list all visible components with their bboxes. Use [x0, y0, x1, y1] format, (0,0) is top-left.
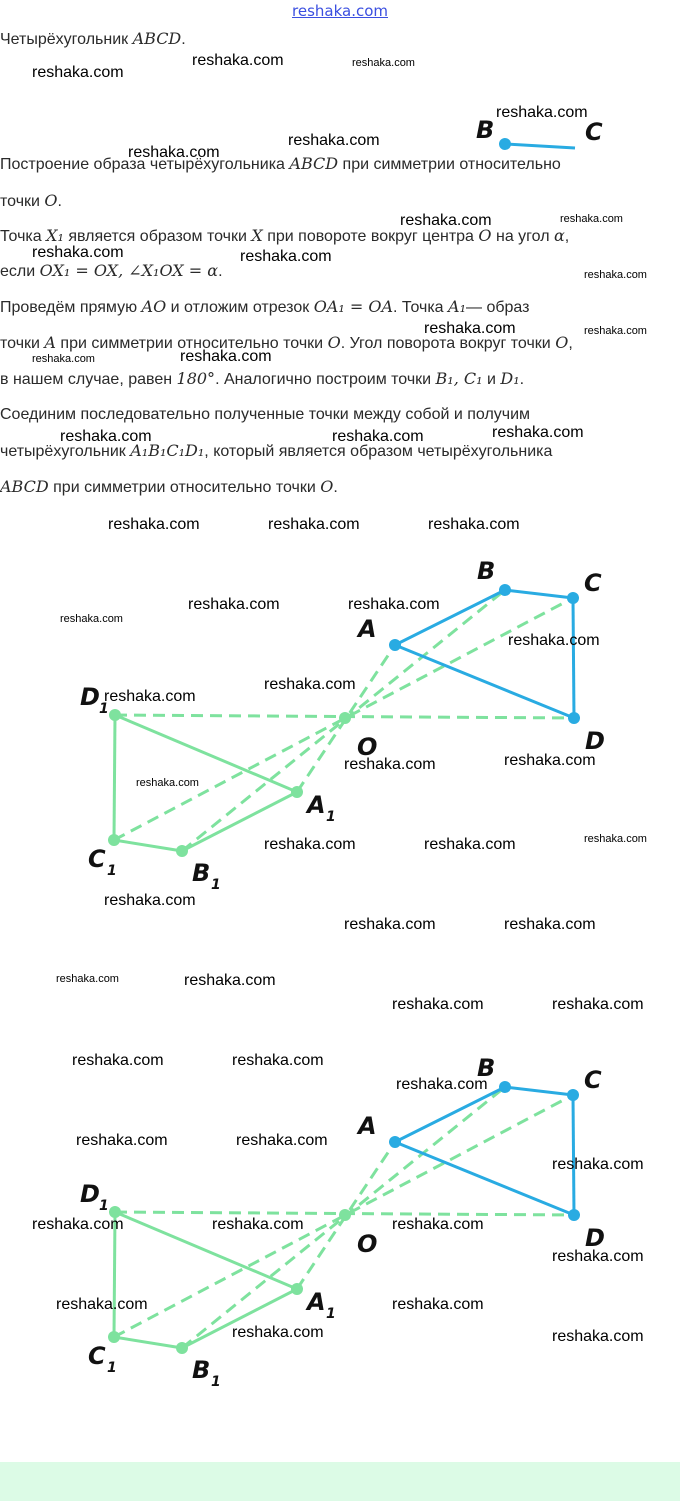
side-da: [395, 645, 574, 718]
paragraph-steps-3: в нашем случае, равен 180°. Аналогично построим точки B₁, C₁ и D₁.: [0, 369, 525, 388]
watermark: reshaka.com: [552, 1156, 644, 1173]
watermark: reshaka.com: [504, 916, 596, 933]
watermark: reshaka.com: [212, 1216, 304, 1233]
watermark: reshaka.com: [240, 248, 332, 265]
watermark: reshaka.com: [60, 613, 123, 625]
watermark: reshaka.com: [236, 1132, 328, 1149]
text: Проведём прямую: [0, 299, 142, 316]
watermark: reshaka.com: [180, 348, 272, 365]
math-alpha: α: [553, 226, 565, 245]
watermark: reshaka.com: [32, 64, 124, 81]
side-b1c1: [114, 1337, 182, 1348]
label-c1: C: [88, 845, 106, 873]
watermark: reshaka.com: [392, 996, 484, 1013]
label-a1-subscript: 1: [326, 809, 336, 825]
math-o: O: [555, 333, 569, 352]
text: в нашем случае, равен: [0, 371, 177, 388]
watermark: reshaka.com: [400, 212, 492, 229]
math-o: O: [478, 226, 492, 245]
watermark: reshaka.com: [424, 836, 516, 853]
watermark: reshaka.com: [424, 320, 516, 337]
text: — образ: [466, 299, 530, 316]
paragraph-construction-2: точки O.: [0, 191, 62, 210]
watermark: reshaka.com: [128, 144, 220, 161]
watermark: reshaka.com: [552, 996, 644, 1013]
side-cd: [573, 598, 574, 718]
watermark: reshaka.com: [192, 52, 284, 69]
paragraph-construction: [0, 155, 678, 174]
text: , который является образом четырёхугольника: [204, 443, 553, 460]
label-d1-subscript: 1: [99, 701, 109, 717]
point-c1: [108, 1331, 120, 1343]
label-d: D: [585, 727, 605, 755]
label-c1-subscript: 1: [107, 1360, 117, 1376]
paragraph-steps-2: точки A при симметрии относительно точки O. Угол поворота вокруг точки O,: [0, 333, 573, 352]
point-a: [389, 1136, 401, 1148]
label-b1-subscript: 1: [211, 1374, 221, 1390]
text: точки: [0, 193, 45, 210]
point-b: [499, 584, 511, 596]
watermark: reshaka.com: [264, 836, 356, 853]
math-d1: D₁: [500, 369, 520, 388]
side-c1d1: [114, 715, 115, 840]
label-c: C: [585, 118, 603, 146]
watermark: reshaka.com: [60, 428, 152, 445]
text: Соединим последовательно полученные точки между собой и получим: [0, 406, 531, 423]
side-b1c1: [114, 840, 182, 851]
math-ao: AO: [141, 297, 167, 316]
watermark: reshaka.com: [56, 1296, 148, 1313]
site-link[interactable]: reshaka.com: [292, 2, 388, 20]
math-abcd: ABCD: [289, 154, 339, 173]
label-c: C: [584, 569, 602, 597]
watermark: reshaka.com: [344, 756, 436, 773]
paragraph-intro: Четырёхугольник ABCD.: [0, 29, 186, 48]
point-b1: [176, 1342, 188, 1354]
label-b: B: [477, 1054, 496, 1082]
label-a1-subscript: 1: [326, 1306, 336, 1322]
watermark: reshaka.com: [392, 1296, 484, 1313]
watermark: reshaka.com: [232, 1052, 324, 1069]
watermark: reshaka.com: [552, 1248, 644, 1265]
math-o: O: [44, 191, 58, 210]
label-c1-subscript: 1: [107, 863, 117, 879]
side-ab: [395, 1087, 505, 1142]
watermark: reshaka.com: [348, 596, 440, 613]
watermark: reshaka.com: [584, 269, 647, 281]
math-rotation-eq: OX₁ = OX, ∠X₁OX = α: [39, 261, 219, 280]
watermark: reshaka.com: [188, 596, 280, 613]
label-o: O: [357, 1230, 378, 1258]
watermark: reshaka.com: [552, 1328, 644, 1345]
paragraph-steps: [0, 298, 678, 317]
watermark: reshaka.com: [268, 516, 360, 533]
watermark: reshaka.com: [352, 57, 415, 69]
label-d1-subscript: 1: [99, 1198, 109, 1214]
side-bc: [505, 590, 573, 598]
watermark: reshaka.com: [56, 973, 119, 985]
point-b: [499, 138, 511, 150]
point-c: [567, 1089, 579, 1101]
label-a: A: [358, 615, 377, 643]
point-b: [499, 1081, 511, 1093]
side-cd: [573, 1095, 574, 1215]
watermark: reshaka.com: [104, 688, 196, 705]
watermark: reshaka.com: [584, 833, 647, 845]
watermark: reshaka.com: [32, 244, 124, 261]
watermark: reshaka.com: [392, 1216, 484, 1233]
footer-band: [0, 1462, 680, 1501]
watermark: reshaka.com: [344, 916, 436, 933]
paragraph-definition: Точка X₁ является образом точки X при повороте вокруг центра O на угол α,: [0, 226, 570, 245]
watermark: reshaka.com: [504, 752, 596, 769]
point-a1: [291, 1283, 303, 1295]
watermark: reshaka.com: [332, 428, 424, 445]
watermark: reshaka.com: [184, 972, 276, 989]
watermark: reshaka.com: [32, 1216, 124, 1233]
watermark: reshaka.com: [232, 1324, 324, 1341]
watermark: reshaka.com: [104, 892, 196, 909]
text: и: [482, 371, 501, 388]
watermark: reshaka.com: [492, 424, 584, 441]
watermark: reshaka.com: [108, 516, 200, 533]
text: и отложим отрезок: [166, 299, 314, 316]
text: на угол: [491, 228, 554, 245]
text: . Угол поворота вокруг точки: [340, 335, 556, 352]
watermark: reshaka.com: [396, 1076, 488, 1093]
point-a1: [291, 786, 303, 798]
paragraph-result-3: ABCD при симметрии относительно точки O.: [0, 477, 338, 496]
watermark: reshaka.com: [136, 777, 199, 789]
point-c1: [108, 834, 120, 846]
point-d: [568, 1209, 580, 1221]
label-d1: D: [80, 1180, 100, 1208]
watermark: reshaka.com: [76, 1132, 168, 1149]
label-a1: A: [307, 791, 326, 819]
text: при симметрии относительно точки: [55, 335, 328, 352]
point-o: [339, 1209, 351, 1221]
math-a1b1c1d1: A₁B₁C₁D₁: [130, 441, 205, 460]
watermark: reshaka.com: [288, 132, 380, 149]
side-da: [395, 1142, 574, 1215]
text: при симметрии относительно: [338, 156, 561, 173]
text: четырёхугольник: [0, 443, 131, 460]
math-abcd: ABCD: [0, 477, 49, 496]
text: Точка: [0, 228, 47, 245]
math-o: O: [327, 333, 341, 352]
text: точки: [0, 335, 45, 352]
label-a1: A: [307, 1288, 326, 1316]
side-bc: [505, 1087, 573, 1095]
label-c1: C: [88, 1342, 106, 1370]
math-abcd: ABCD: [132, 29, 182, 48]
label-b1-subscript: 1: [211, 877, 221, 893]
paragraph-result: [0, 406, 678, 424]
point-o: [339, 712, 351, 724]
segment-bc: [505, 144, 575, 148]
watermark: reshaka.com: [560, 213, 623, 225]
label-b1: B: [192, 1356, 211, 1384]
point-b1: [176, 845, 188, 857]
math-x: X: [251, 226, 263, 245]
text: . Аналогично построим точки: [215, 371, 436, 388]
text: при повороте вокруг центра: [262, 228, 479, 245]
watermark: reshaka.com: [496, 104, 588, 121]
label-b: B: [476, 116, 495, 144]
watermark: reshaka.com: [584, 325, 647, 337]
math-seg-eq: OA₁ = OA: [313, 297, 394, 316]
math-angle: 180°: [176, 369, 216, 388]
watermark: reshaka.com: [508, 632, 600, 649]
text: если: [0, 263, 40, 280]
math-o: O: [320, 477, 334, 496]
watermark: reshaka.com: [428, 516, 520, 533]
label-o: O: [357, 733, 378, 761]
math-x1: X₁: [46, 226, 64, 245]
label-a: A: [358, 1112, 377, 1140]
point-d1: [109, 709, 121, 721]
label-c: C: [584, 1066, 602, 1094]
label-b: B: [477, 557, 496, 585]
watermark: reshaka.com: [72, 1052, 164, 1069]
text: Построение образа четырёхугольника: [0, 156, 290, 173]
text: . Точка: [393, 299, 449, 316]
math-a1: A₁: [448, 297, 466, 316]
text: при симметрии относительно точки: [48, 479, 321, 496]
math-b1c1: B₁, C₁: [435, 369, 483, 388]
watermark: reshaka.com: [264, 676, 356, 693]
label-b1: B: [192, 859, 211, 887]
watermark: reshaka.com: [32, 353, 95, 365]
paragraph-definition-2: если OX₁ = OX, ∠X₁OX = α.: [0, 261, 223, 280]
point-d: [568, 712, 580, 724]
point-a: [389, 639, 401, 651]
math-a: A: [44, 333, 56, 352]
intro-text: Четырёхугольник: [0, 31, 133, 48]
label-d: D: [585, 1224, 605, 1252]
label-d1: D: [80, 683, 100, 711]
point-c: [567, 592, 579, 604]
text: является образом точки: [63, 228, 252, 245]
